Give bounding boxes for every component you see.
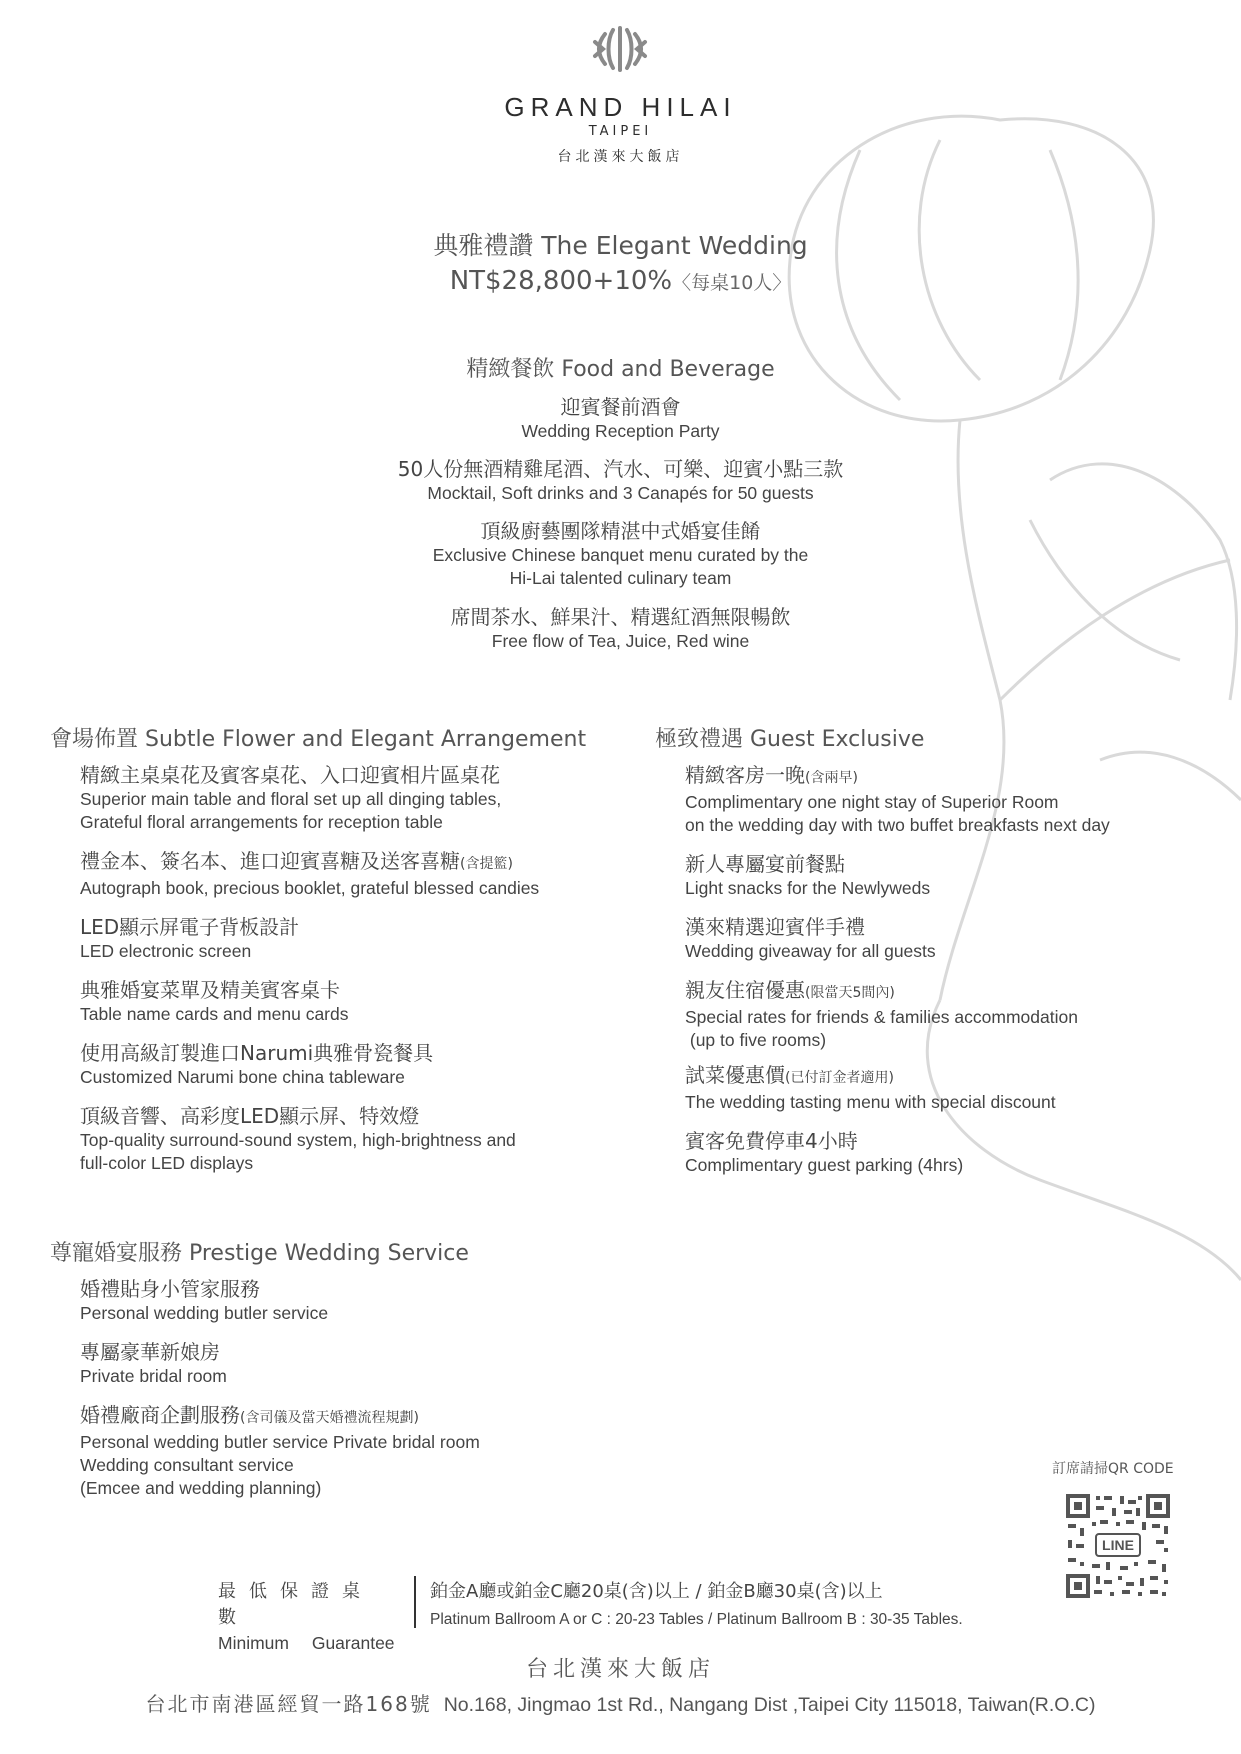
item-en: Light snacks for the Newlyweds xyxy=(685,878,931,898)
list-item xyxy=(80,1402,640,1500)
item-en: Wedding giveaway for all guests xyxy=(685,941,936,961)
list-item xyxy=(80,1339,640,1388)
item-en-line3: (Emcee and wedding planning) xyxy=(80,1478,322,1498)
item-en: Superior main table and floral set up all dinging tables, xyxy=(80,789,502,809)
item-zh: 婚禮貼身小管家服務 xyxy=(80,1277,260,1301)
footer-hotel-name: 台北漢來大飯店 xyxy=(525,1657,715,1682)
fb-item-zh: 迎賓餐前酒會 xyxy=(560,395,681,419)
item-en-line2: Grateful floral arrangements for reception table xyxy=(80,812,443,832)
item-en: Personal wedding butler service Private bridal room xyxy=(80,1432,480,1452)
item-en: Autograph book, precious booklet, grateful blessed candies xyxy=(80,878,540,898)
item-zh: 頂級音響、高彩度LED顯示屏、特效燈 xyxy=(80,1104,420,1128)
item-zh: 專屬豪華新娘房 xyxy=(80,1340,220,1364)
list-item xyxy=(80,977,640,1026)
list-item xyxy=(685,1128,1205,1177)
package-title: 典雅禮讚 The Elegant Wedding xyxy=(433,231,808,260)
item-zh xyxy=(685,977,1205,1006)
item-en: The wedding tasting menu with special discount xyxy=(685,1092,1056,1112)
list-item xyxy=(80,848,640,900)
item-zh-note: (限當天5間內) xyxy=(805,985,895,1001)
list-item xyxy=(80,762,640,834)
package-price: NT$28,800+10% xyxy=(449,266,673,296)
grand-hilai-logo-icon xyxy=(591,24,649,74)
item-en-line2: full-color LED displays xyxy=(80,1153,254,1173)
fb-item xyxy=(0,456,1241,505)
item-en: Customized Narumi bone china tableware xyxy=(80,1067,405,1087)
list-item xyxy=(80,1276,640,1325)
item-zh-text: 試菜優惠價 xyxy=(685,1063,785,1087)
package-price-line xyxy=(0,266,1241,296)
guest-exclusive-list xyxy=(685,762,1205,1191)
minimum-divider xyxy=(414,1576,416,1628)
fb-item-en: Mocktail, Soft drinks and 3 Canapés for 50 guests xyxy=(427,483,814,503)
minimum-detail xyxy=(430,1577,963,1629)
arrangement-title: 會場佈置 Subtle Flower and Elegant Arrangement xyxy=(50,727,587,752)
fb-item-zh: 頂級廚藝團隊精湛中式婚宴佳餚 xyxy=(480,519,761,543)
item-en-line2: on the wedding day with two buffet breakfasts next day xyxy=(685,815,1110,835)
minimum-label-zh: 最低保證桌數 xyxy=(218,1581,373,1628)
fb-item-en: Exclusive Chinese banquet menu curated by the xyxy=(432,545,809,565)
item-zh xyxy=(80,848,640,877)
item-zh: 賓客免費停車4小時 xyxy=(685,1129,858,1153)
list-item xyxy=(80,914,640,963)
brand-city: TAIPEI xyxy=(588,124,653,139)
item-zh xyxy=(685,1062,1205,1091)
item-zh xyxy=(685,762,1205,791)
item-zh: LED顯示屏電子背板設計 xyxy=(80,915,300,939)
item-en: Complimentary guest parking (4hrs) xyxy=(685,1155,964,1175)
list-item xyxy=(685,762,1205,837)
line-qr-code[interactable] xyxy=(1064,1492,1172,1600)
list-item xyxy=(685,1062,1205,1114)
fb-item-zh: 席間茶水、鮮果汁、精選紅酒無限暢飲 xyxy=(450,605,791,629)
fb-item-en-line2: Hi-Lai talented culinary team xyxy=(509,568,732,588)
guest-exclusive-title: 極致禮遇 Guest Exclusive xyxy=(655,727,925,752)
item-en-line2: Wedding consultant service xyxy=(80,1455,294,1475)
item-zh: 漢來精選迎賓伴手禮 xyxy=(685,915,865,939)
service-title: 尊寵婚宴服務 Prestige Wedding Service xyxy=(50,1241,469,1266)
item-zh-text: 親友住宿優惠 xyxy=(685,978,805,1002)
fb-item-en: Free flow of Tea, Juice, Red wine xyxy=(491,631,750,651)
item-en: Table name cards and menu cards xyxy=(80,1004,349,1024)
qr-center-text: LINE xyxy=(1102,1537,1134,1553)
list-item xyxy=(80,1103,640,1175)
item-en: LED electronic screen xyxy=(80,941,252,961)
item-en: Complimentary one night stay of Superior Room xyxy=(685,792,1059,812)
item-en: Private bridal room xyxy=(80,1366,227,1386)
minimum-detail-zh: 鉑金A廳或鉑金C廳20桌(含)以上 / 鉑金B廳30桌(含)以上 xyxy=(430,1581,883,1602)
item-zh-note: (已付訂金者適用) xyxy=(785,1070,894,1086)
item-zh-text: 婚禮廠商企劃服務 xyxy=(80,1403,240,1427)
item-zh: 精緻主桌桌花及賓客桌花、入口迎賓相片區桌花 xyxy=(80,763,500,787)
item-en-line2: (up to five rooms) xyxy=(685,1030,827,1050)
fb-item-en: Wedding Reception Party xyxy=(521,421,720,441)
fb-item xyxy=(0,604,1241,653)
item-en: Top-quality surround-sound system, high-brightness and xyxy=(80,1130,516,1150)
fb-item xyxy=(0,394,1241,443)
item-zh-text: 精緻客房一晚 xyxy=(685,763,805,787)
item-en: Special rates for friends & families accommodation xyxy=(685,1007,1078,1027)
fb-item-zh: 50人份無酒精雞尾酒、汽水、可樂、迎賓小點三款 xyxy=(397,457,844,481)
address-en: No.168, Jingmao 1st Rd., Nangang Dist ,Taipei City 115018, Taiwan(R.O.C) xyxy=(443,1694,1096,1716)
list-item xyxy=(685,977,1205,1052)
list-item xyxy=(685,914,1205,963)
qr-label: 訂席請掃QR CODE xyxy=(1052,1461,1174,1477)
minimum-label xyxy=(218,1577,402,1654)
item-zh: 新人專屬宴前餐點 xyxy=(685,852,845,876)
brand-name-chinese: 台北漢來大飯店 xyxy=(557,149,684,165)
item-zh xyxy=(80,1402,640,1431)
service-list xyxy=(80,1276,640,1514)
item-zh-note: (含提籃) xyxy=(460,856,513,872)
list-item xyxy=(685,851,1205,900)
address-zh: 台北市南港區經貿一路168號 xyxy=(145,1692,432,1716)
package-price-note: 〈每桌10人〉 xyxy=(672,272,792,294)
item-zh-text: 禮金本、簽名本、進口迎賓喜糖及送客喜糖 xyxy=(80,849,460,873)
minimum-detail-en: Platinum Ballroom A or C : 20-23 Tables / Platinum Ballroom B : 30-35 Tables. xyxy=(430,1611,963,1628)
fb-item xyxy=(0,518,1241,590)
list-item xyxy=(80,1040,640,1089)
item-zh: 使用高級訂製進口Narumi典雅骨瓷餐具 xyxy=(80,1041,434,1065)
brand-name: GRAND HILAI xyxy=(504,92,737,122)
item-zh: 典雅婚宴菜單及精美賓客桌卡 xyxy=(80,978,340,1002)
item-zh-note: (含兩早) xyxy=(805,770,858,786)
food-beverage-title: 精緻餐飲 Food and Beverage xyxy=(466,357,775,382)
minimum-label-en: Minimum Guarantee xyxy=(218,1633,395,1653)
item-en: Personal wedding butler service xyxy=(80,1303,329,1323)
footer-address xyxy=(0,1688,1241,1717)
arrangement-list xyxy=(80,762,640,1189)
item-zh-note: (含司儀及當天婚禮流程規劃) xyxy=(240,1410,419,1426)
